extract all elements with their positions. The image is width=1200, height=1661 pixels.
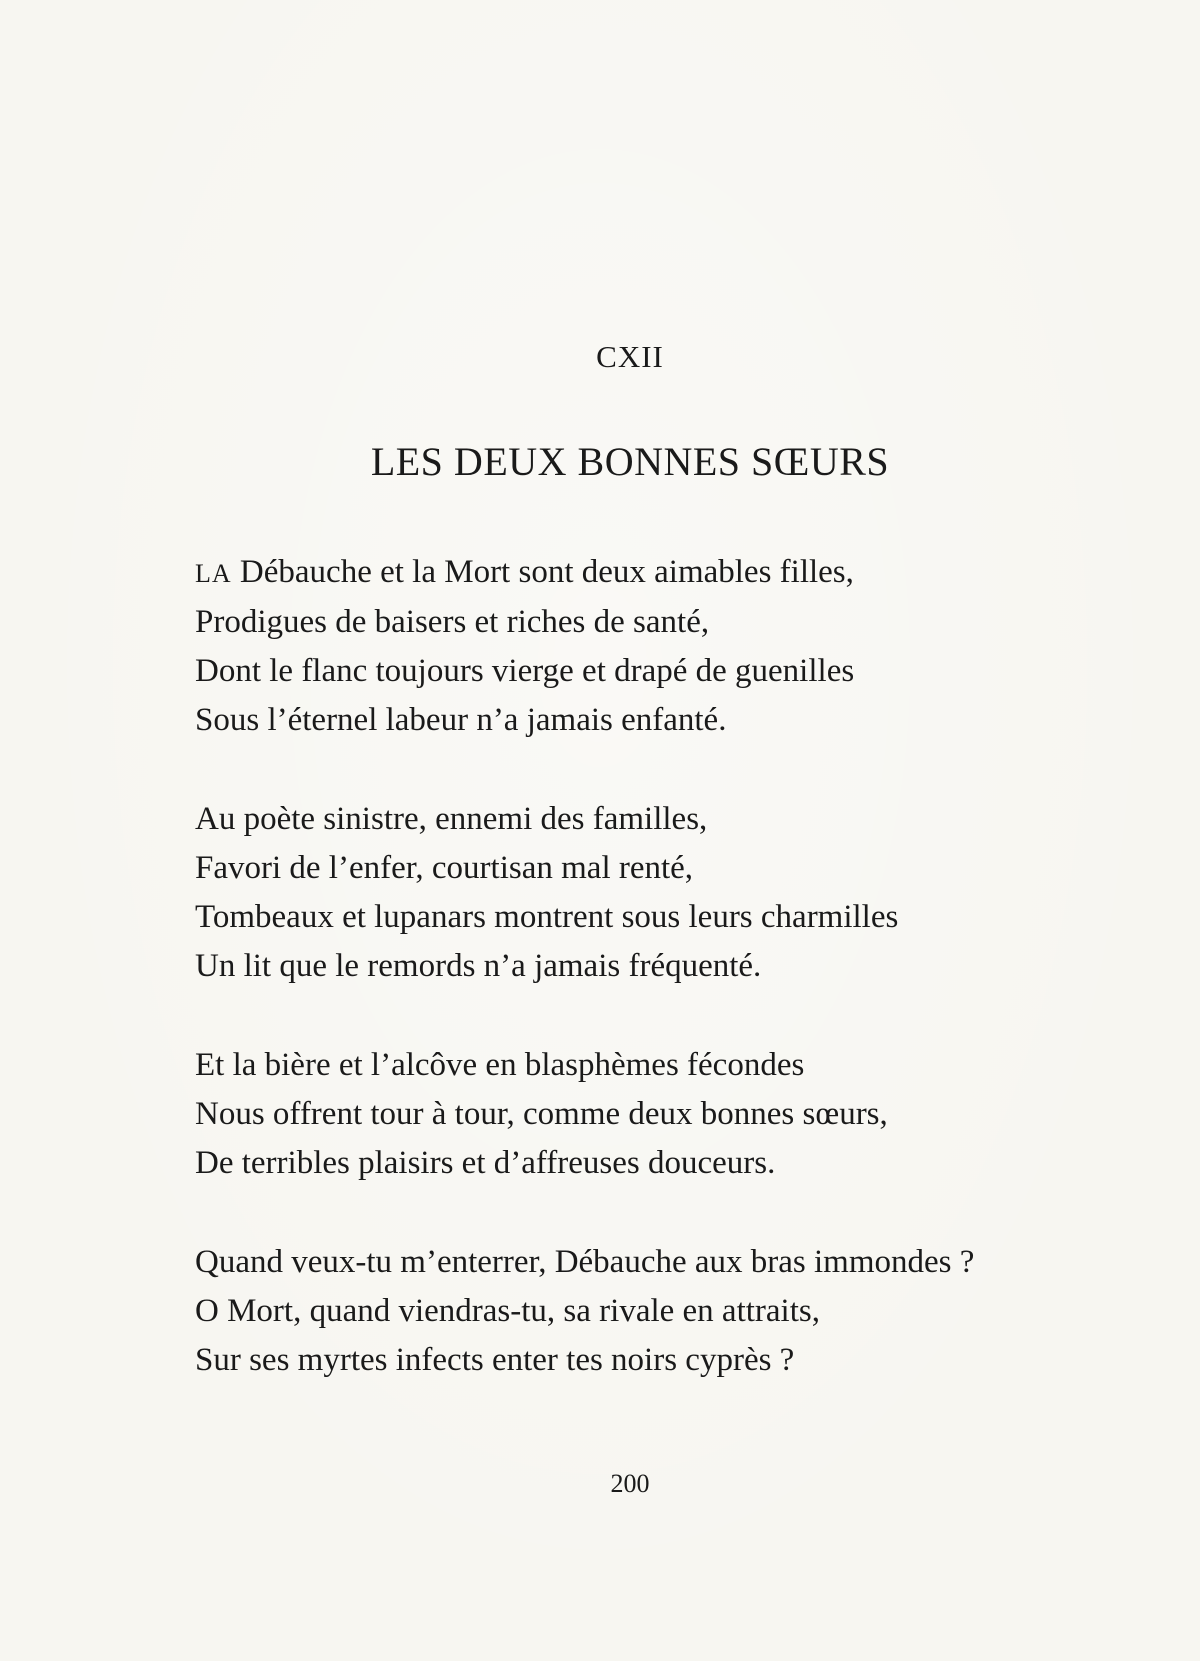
- poem-line: Quand veux-tu m’enterrer, Débauche aux bras immondes ?: [195, 1244, 975, 1280]
- poem-numeral: CXII: [596, 339, 664, 374]
- poem-line: Un lit que le remords n’a jamais fréquenté.: [195, 948, 762, 984]
- poem-body: [195, 548, 1155, 1435]
- poem-line: Au poète sinistre, ennemi des familles,: [195, 801, 708, 837]
- stanza-3: [195, 1041, 1155, 1188]
- poem-line: Tombeaux et lupanars montrent sous leurs charmilles: [195, 899, 899, 935]
- stanza-1: [195, 548, 1155, 745]
- page-number: 200: [610, 1469, 650, 1498]
- poem-line: Nous offrent tour à tour, comme deux bonnes sœurs,: [195, 1096, 888, 1132]
- poem-line: O Mort, quand viendras-tu, sa rivale en attraits,: [195, 1293, 820, 1329]
- poem-line: Favori de l’enfer, courtisan mal renté,: [195, 850, 694, 886]
- poem-line: [195, 548, 1155, 598]
- stanza-2: [195, 795, 1155, 991]
- poem-line: Dont le flanc toujours vierge et drapé de guenilles: [195, 653, 855, 689]
- poem-title: LES DEUX BONNES SŒURS: [370, 439, 890, 484]
- poem-line: Sur ses myrtes infects enter tes noirs cyprès ?: [195, 1342, 795, 1378]
- stanza-4: [195, 1238, 1155, 1385]
- poem-line: Et la bière et l’alcôve en blasphèmes fécondes: [195, 1047, 805, 1083]
- poem-line: Sous l’éternel labeur n’a jamais enfanté.: [195, 702, 727, 738]
- poem-line: De terribles plaisirs et d’affreuses douceurs.: [195, 1145, 776, 1181]
- poem-line: Prodigues de baisers et riches de santé,: [195, 604, 710, 640]
- first-line-rest: Débauche et la Mort sont deux aimables filles,: [231, 554, 854, 590]
- first-word-smallcaps: LA: [195, 559, 232, 588]
